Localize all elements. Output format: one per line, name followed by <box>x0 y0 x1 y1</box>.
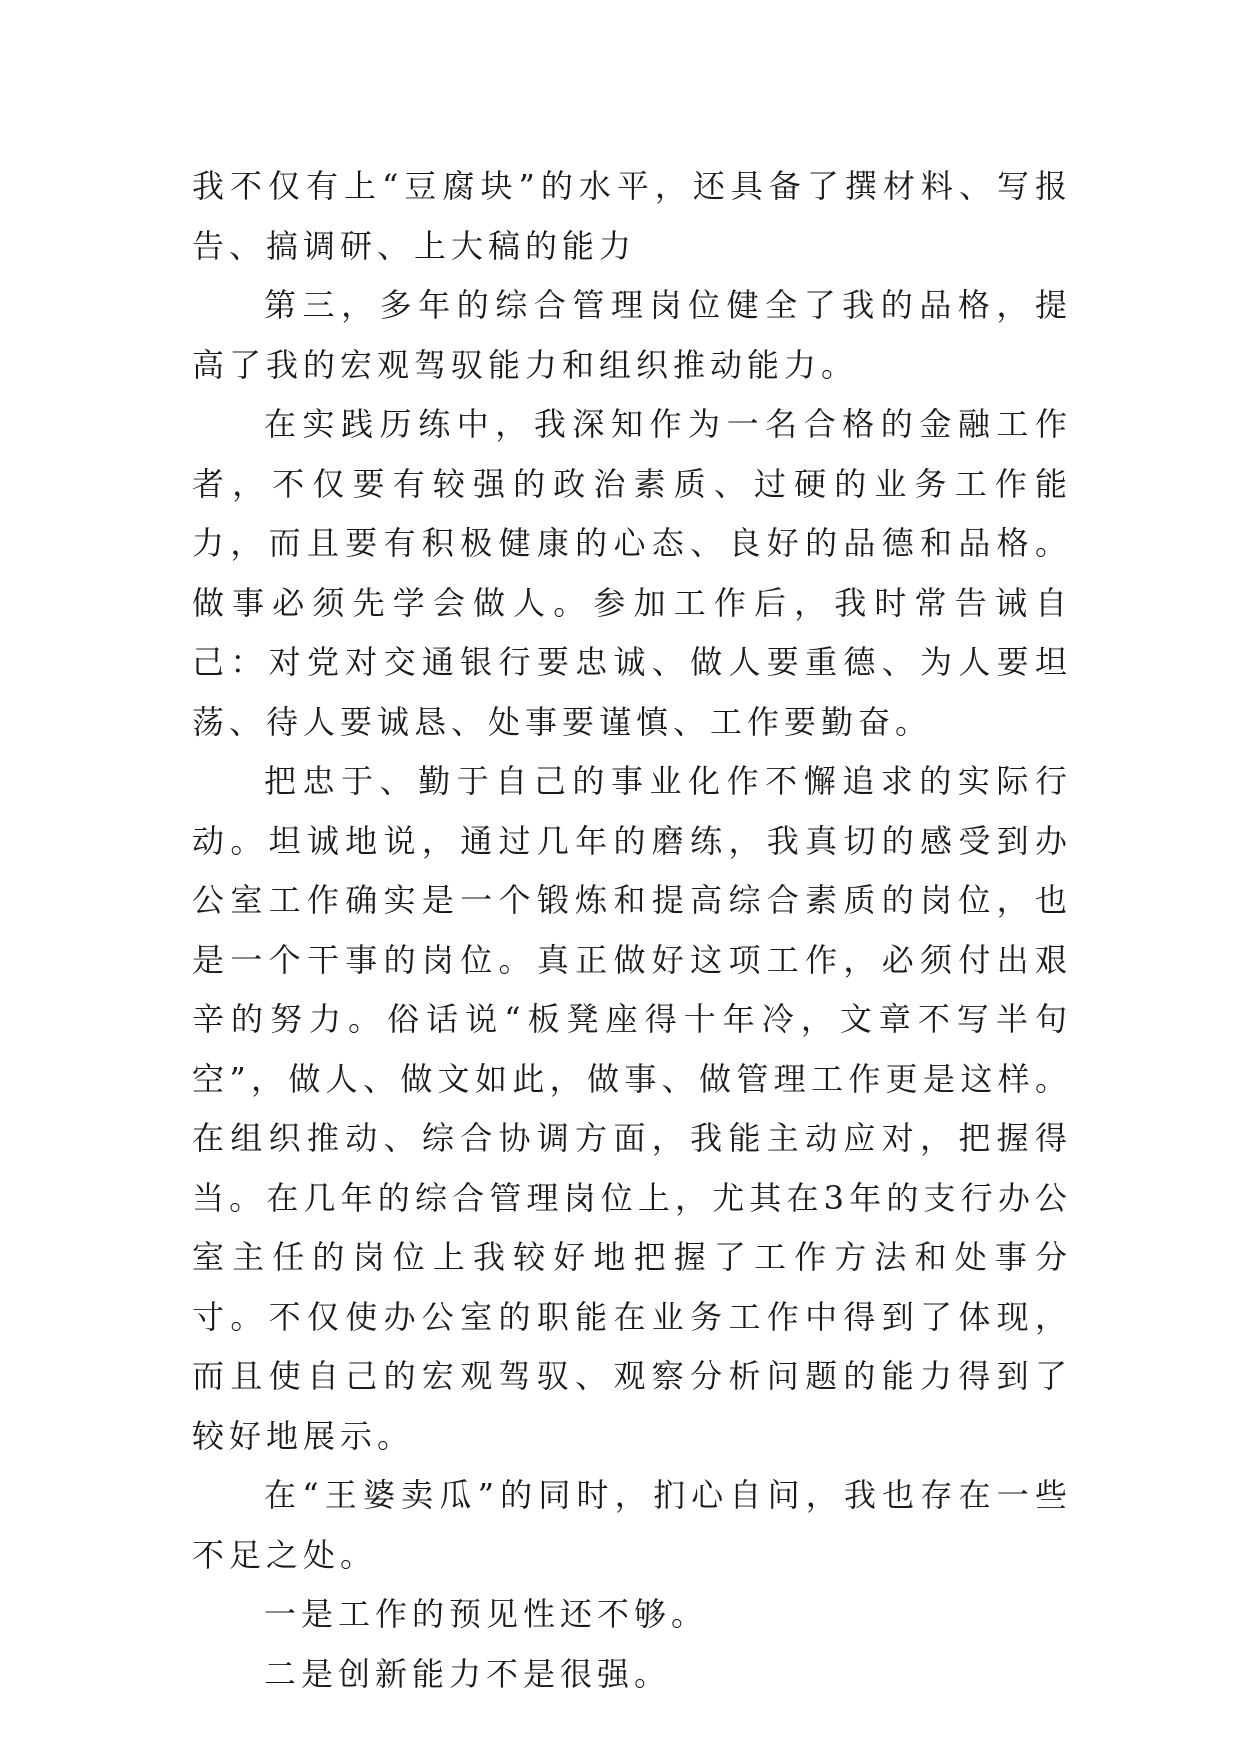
paragraph-1: 我不仅有上“豆腐块”的水平，还具备了撰材料、写报告、搞调研、上大稿的能力 <box>192 167 1072 265</box>
paragraph-6: 一是工作的预见性还不够。 <box>264 1595 709 1633</box>
document-body <box>192 157 1072 1704</box>
paragraph-2: 第三，多年的综合管理岗位健全了我的品格，提高了我的宏观驾驭能力和组织推动能力。 <box>192 286 1072 384</box>
paragraph-3: 在实践历练中，我深知作为一名合格的金融工作者，不仅要有较强的政治素质、过硬的业务工作能力，而且要有积极健康的心态、良好的品德和品格。做事必须先学会做人。参加工作后，我时常告诫自己：对党对交通银行要忠诚、做人要重德、为人要坦荡、待人要诚恳、处事要谨慎、工作要勤奋。 <box>192 405 1072 741</box>
paragraph-7: 二是创新能力不是很强。 <box>264 1654 672 1693</box>
paragraph-5: 在“王婆卖瓜”的同时，扪心自问，我也存在一些不足之处。 <box>192 1476 1072 1574</box>
paragraph-4: 把忠于、勤于自己的事业化作不懈追求的实际行动。坦诚地说，通过几年的磨练，我真切的感受到办公室工作确实是一个锻炼和提高综合素质的岗位，也是一个干事的岗位。真正做好这项工作，必须付出艰辛的努力。俗话说“板凳座得十年冷，文章不写半句空”，做人、做文如此，做事、做管理工作更是这样。在组织推动、综合协调方面，我能主动应对，把握得当。在几年的综合管理岗位上，尤其在3年的支行办公室主任的岗位上我较好地把握了工作方法和处事分寸。不仅使办公室的职能在业务工作中得到了体现，而且使自己的宏观驾驭、观察分析问题的能力得到了较好地展示。 <box>192 762 1072 1455</box>
